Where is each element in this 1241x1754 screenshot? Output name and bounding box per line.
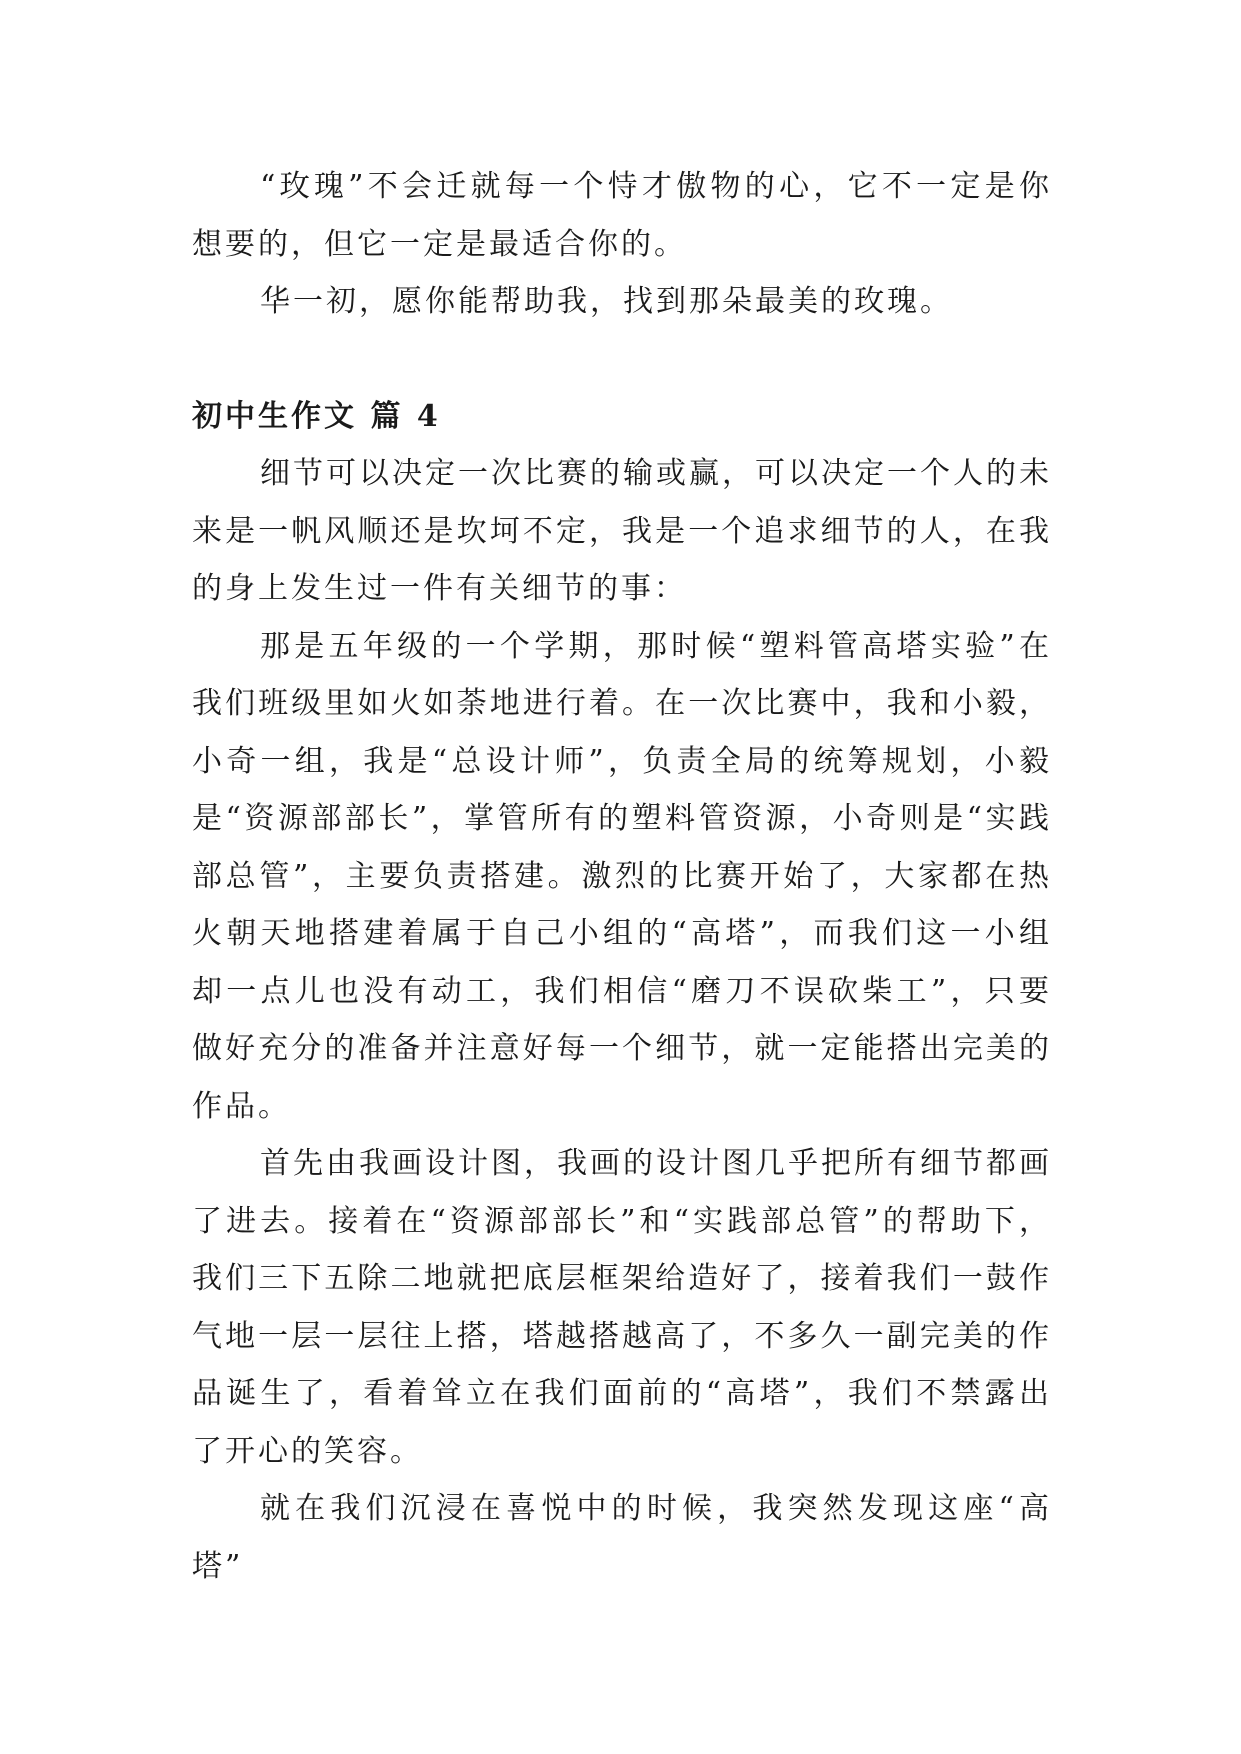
- section-title: 初中生作文 篇 4: [192, 398, 441, 434]
- paragraph: “玫瑰”不会迁就每一个恃才傲物的心，它不一定是你想要的，但它一定是最适合你的。: [192, 169, 1052, 262]
- paragraph: 华一初，愿你能帮助我，找到那朵最美的玫瑰。: [260, 284, 953, 319]
- paragraph: 细节可以决定一次比赛的输或赢，可以决定一个人的未来是一帆风顺还是坎坷不定，我是一个追求细节的人，在我的身上发生过一件有关细节的事：: [192, 456, 1052, 606]
- section-gap: [192, 331, 1052, 388]
- document-page: [192, 158, 1052, 1595]
- paragraph: 就在我们沉浸在喜悦中的时候，我突然发现这座“高塔”: [192, 1491, 1052, 1584]
- paragraph: 那是五年级的一个学期，那时候“塑料管高塔实验”在我们班级里如火如荼地进行着。在一次比赛中，我和小毅，小奇一组，我是“总设计师”，负责全局的统筹规划，小毅是“资源部部长”，掌管所有的塑料管资源，小奇则是“实践部总管”，主要负责搭建。激烈的比赛开始了，大家都在热火朝天地搭建着属于自己小组的“高塔”，而我们这一小组却一点儿也没有动工，我们相信“磨刀不误砍柴工”，只要做好充分的准备并注意好每一个细节，就一定能搭出完美的作品。: [192, 628, 1052, 1124]
- paragraph: 首先由我画设计图，我画的设计图几乎把所有细节都画了进去。接着在“资源部部长”和“实践部总管”的帮助下，我们三下五除二地就把底层框架给造好了，接着我们一鼓作气地一层一层往上搭，塔越搭越高了，不多久一副完美的作品诞生了，看着耸立在我们面前的“高塔”，我们不禁露出了开心的笑容。: [192, 1146, 1052, 1469]
